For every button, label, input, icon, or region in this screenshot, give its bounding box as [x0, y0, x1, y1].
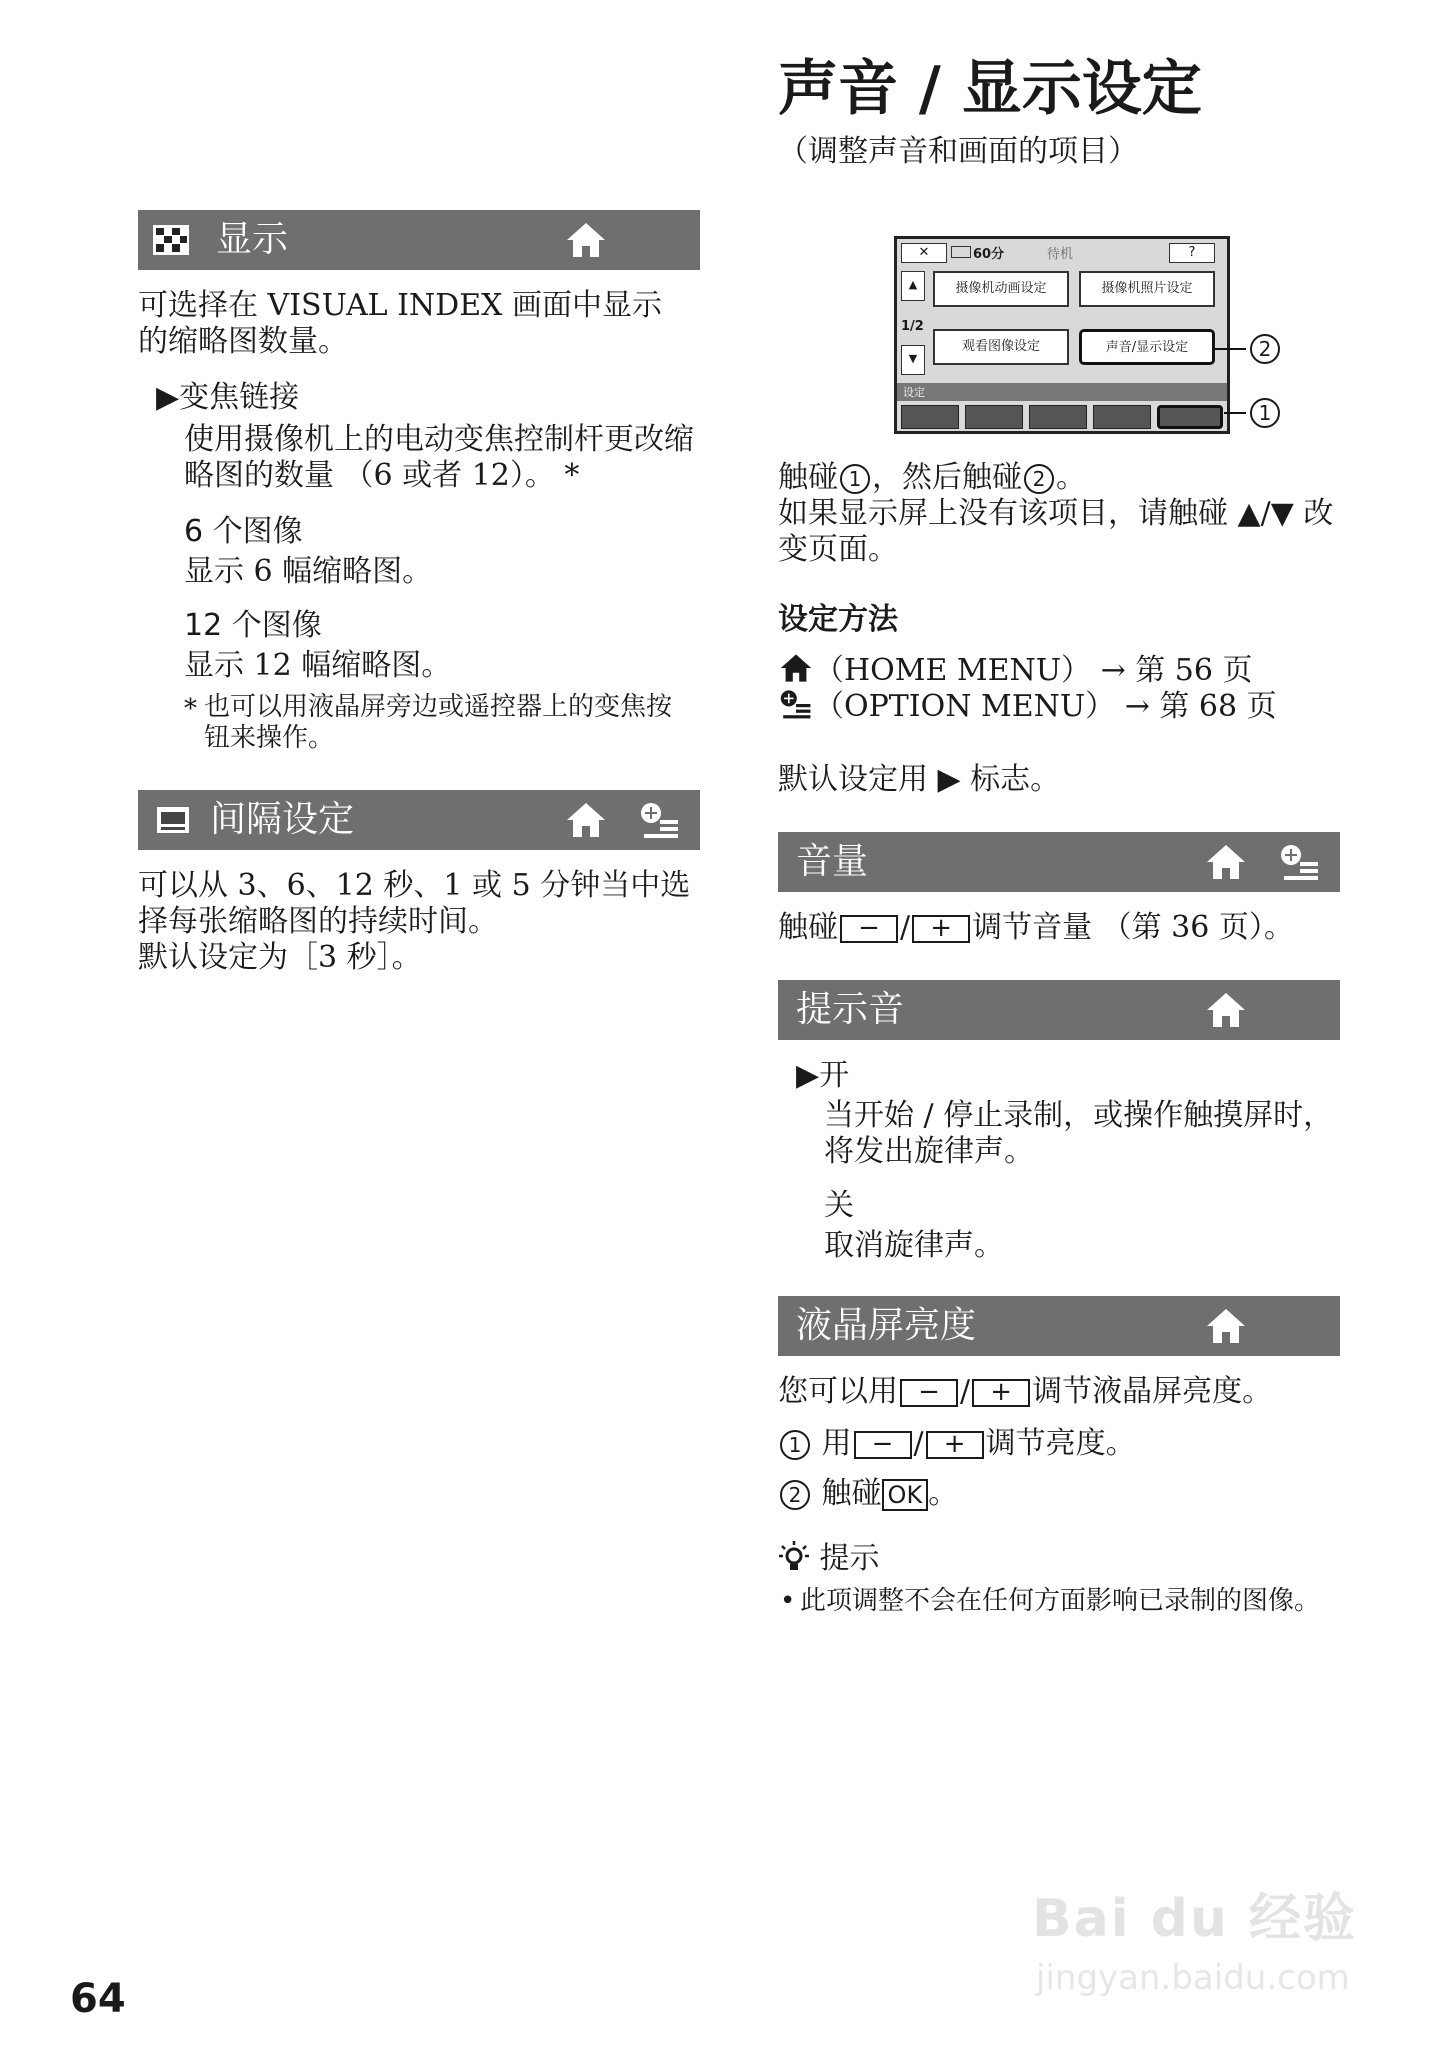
screen-page: 1/2 [901, 319, 924, 334]
display-option-12-desc: 显示 12 幅缩略图。 [184, 648, 452, 683]
callout-2: 2 [1250, 334, 1280, 364]
tip-title: 提示 [819, 1541, 880, 1576]
option-menu-icon [638, 800, 682, 840]
screen-tab-camera [901, 405, 959, 429]
display-note: 也可以用液晶屏旁边或遥控器上的变焦按钮来操作。 [204, 692, 673, 753]
home-menu-ref [778, 652, 1253, 689]
lcd-text: 调节亮度。 [985, 1426, 1136, 1461]
interval-header [138, 790, 700, 850]
volume-header [778, 832, 1340, 892]
lcd-text: / [960, 1374, 971, 1409]
option-menu-text: （OPTION MENU） → 第 68 页 [814, 689, 1277, 724]
screen-tab-settings [1157, 405, 1223, 429]
page-subtitle: （调整声音和画面的项目） [778, 134, 1138, 169]
home-icon [778, 652, 814, 684]
option-menu-ref [778, 688, 1277, 725]
volume-header-title: 音量 [796, 841, 869, 882]
screen-battery-icon [951, 246, 971, 258]
home-icon [564, 220, 608, 260]
watermark-url: jingyan.baidu.com [1036, 1958, 1350, 1998]
interval-header-title: 间隔设定 [210, 799, 355, 840]
step-1-marker: 1 [780, 1430, 810, 1460]
tip-text: 此项调整不会在任何方面影响已录制的图像。 [800, 1586, 1321, 1616]
slideshow-icon [156, 806, 190, 834]
display-header [138, 210, 700, 270]
volume-text: / [900, 910, 911, 945]
volume-desc [778, 910, 1294, 946]
lcd-text: 。 [928, 1476, 959, 1511]
lightbulb-icon [778, 1540, 810, 1574]
lcd-text: 调节液晶屏亮度。 [1032, 1374, 1273, 1409]
page-title: 声音 / 显示设定 [778, 54, 1202, 124]
ok-key: OK [882, 1479, 929, 1511]
beep-option-off-desc: 取消旋律声。 [824, 1228, 1004, 1263]
plus-key: + [926, 1431, 984, 1459]
screen-btn-photo-settings: 摄像机照片设定 [1079, 271, 1215, 307]
plus-key: + [912, 915, 970, 943]
screen-tab-others [1029, 405, 1087, 429]
instr-text: ，然后触碰 [872, 460, 1022, 495]
screen-up-arrow: ▲ [901, 271, 925, 301]
beep-header-title: 提示音 [796, 989, 905, 1030]
method-title: 设定方法 [778, 602, 898, 637]
lcd-step-2 [778, 1476, 958, 1512]
home-icon [564, 800, 608, 840]
display-note-mark: * [184, 694, 197, 724]
screen-tab-media [1093, 405, 1151, 429]
lcd-header [778, 1296, 1340, 1356]
tip-bullet: • [780, 1586, 796, 1616]
instruction-1 [778, 460, 1086, 496]
display-option-6: 6 个图像 [184, 514, 303, 549]
screen-footer-bar [897, 383, 1227, 401]
beep-option-on-desc: 当开始 / 停止录制，或操作触摸屏时，将发出旋律声。 [824, 1098, 1334, 1169]
screen-footer-label: 设定 [903, 386, 925, 399]
screen-btn-view-settings: 观看图像设定 [933, 329, 1069, 365]
screen-tab-play [965, 405, 1023, 429]
lcd-text: 触碰 [821, 1476, 882, 1511]
lcd-header-title: 液晶屏亮度 [796, 1305, 977, 1346]
home-icon [1204, 990, 1248, 1030]
display-option-6-desc: 显示 6 幅缩略图。 [184, 554, 433, 589]
screen-btn-sound-display: 声音/显示设定 [1079, 329, 1215, 365]
home-icon [1204, 1306, 1248, 1346]
display-option-12: 12 个图像 [184, 608, 322, 643]
step-2-marker: 2 [780, 1480, 810, 1510]
display-option-zoom-link-desc: 使用摄像机上的电动变焦控制杆更改缩略图的数量 （6 或者 12）。 * [184, 422, 694, 493]
volume-text: 调节音量 （第 36 页）。 [972, 910, 1294, 945]
lcd-step-1 [778, 1426, 1136, 1462]
minus-key: − [900, 1379, 958, 1407]
instr-text: 触碰 [778, 460, 838, 495]
screen-close-button: ✕ [901, 243, 947, 263]
option-menu-icon [778, 688, 814, 720]
plus-key: + [972, 1379, 1030, 1407]
option-menu-icon [1278, 842, 1322, 882]
home-icon [1204, 842, 1248, 882]
home-menu-text: （HOME MENU） → 第 56 页 [814, 653, 1253, 688]
instr-step-2: 2 [1024, 464, 1054, 494]
lcd-text: 您可以用 [778, 1374, 898, 1409]
camera-screen-illustration [894, 236, 1230, 434]
interval-desc: 可以从 3、6、12 秒、1 或 5 分钟当中选择每张缩略图的持续时间。 [138, 868, 691, 939]
instruction-2: 如果显示屏上没有该项目，请触碰 ▲/▼ 改变页面。 [778, 496, 1334, 567]
watermark-brand: Bai du 经验 [1032, 1889, 1357, 1949]
beep-option-off: 关 [824, 1188, 854, 1223]
lcd-text: / [913, 1426, 924, 1461]
thumbnail-grid-icon [152, 224, 190, 256]
callout-1: 1 [1250, 398, 1280, 428]
beep-option-on: ▶开 [796, 1058, 850, 1093]
instr-step-1: 1 [840, 464, 870, 494]
volume-text: 触碰 [778, 910, 838, 945]
screen-btn-movie-settings: 摄像机动画设定 [933, 271, 1069, 307]
lcd-text: 用 [821, 1426, 852, 1461]
display-header-title: 显示 [216, 219, 289, 260]
page-number: 64 [70, 1976, 126, 2022]
lcd-desc [778, 1374, 1272, 1410]
screen-help-button: ? [1169, 243, 1215, 263]
callout-line-1 [1224, 412, 1246, 414]
default-note: 默认设定用 ▶ 标志。 [778, 762, 1061, 797]
screen-down-arrow: ▼ [901, 345, 925, 375]
interval-default: 默认设定为［3 秒］。 [138, 940, 422, 975]
display-intro: 可选择在 VISUAL INDEX 画面中显示的缩略图数量。 [138, 288, 663, 359]
display-option-zoom-link: ▶变焦链接 [156, 380, 300, 415]
minus-key: − [840, 915, 898, 943]
tip-heading [778, 1540, 880, 1577]
beep-header [778, 980, 1340, 1040]
minus-key: − [854, 1431, 912, 1459]
instr-text: 。 [1056, 460, 1086, 495]
screen-battery: 60分 [973, 247, 1005, 262]
screen-status: 待机 [1047, 247, 1074, 262]
callout-line-2 [1212, 348, 1246, 350]
